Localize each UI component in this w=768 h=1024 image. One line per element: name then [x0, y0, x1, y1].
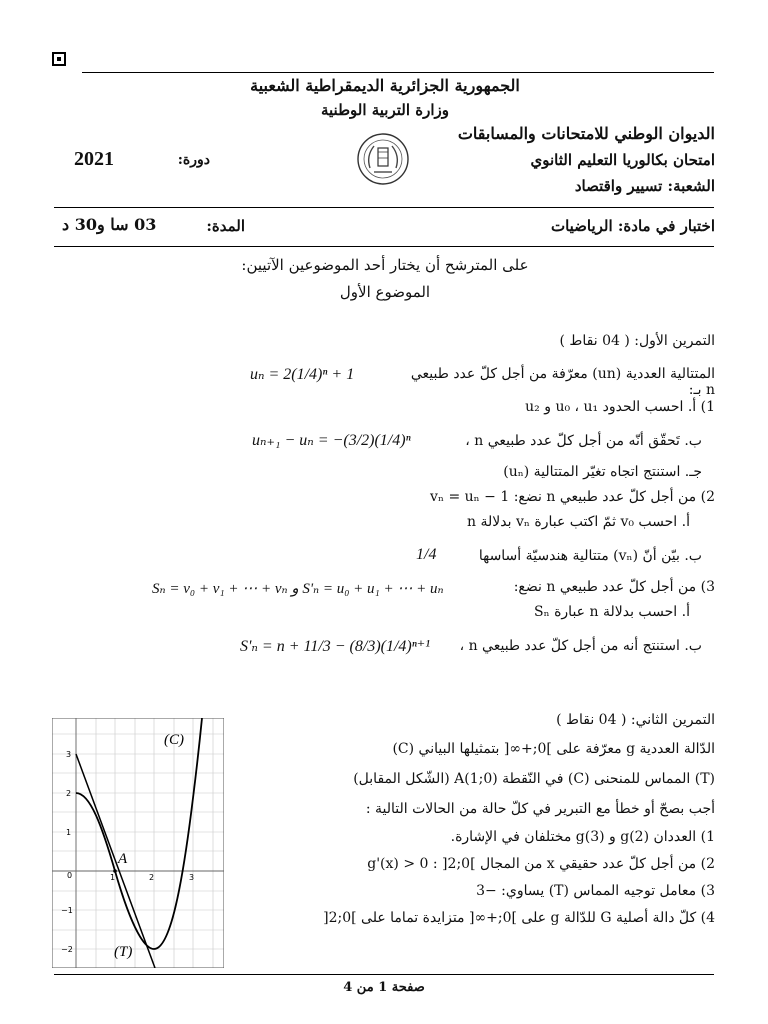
ex1-q1b: ب. تَحقّق أنّه من أجل كلّ عدد طبيعي n ،: [465, 433, 702, 449]
checkbox-icon: [52, 52, 66, 66]
ex1-q2b: ب. بيّن أنّ (vₙ) متتالية هندسيّة أساسها: [478, 548, 702, 564]
ex1-statement: المتتالية العددية (un) معرّفة من أجل كلّ عدد طبيعي n بـ:: [410, 366, 715, 398]
duration-value: 03 سا و30 د: [62, 215, 157, 234]
ex2-line1: الدّالة العددية g معرّفة على ]0;+∞[ بتمثيلها البياني (C): [392, 741, 715, 757]
ex1-q3-math: Sₙ = v₀ + v₁ + ⋯ + vₙ و S'ₙ = u₀ + u₁ + ⋯ + uₙ: [152, 581, 444, 597]
ex1-q1c: جـ. استنتج اتجاه تغيّر المتتالية (uₙ): [503, 464, 702, 480]
ex1-q3b: ب. استنتج أنه من أجل كلّ عدد طبيعي n ،: [459, 638, 702, 654]
y-tick-3: 3: [66, 750, 72, 759]
emblem-icon: [356, 132, 410, 186]
x-tick-3: 3: [189, 873, 195, 882]
header-rule: [54, 207, 714, 208]
point-label: A: [118, 851, 128, 867]
ex2-q3: 3) معامل توجيه المماس (T) يساوي: −3: [476, 883, 715, 899]
exercise2-title: التمرين الثاني: ( 04 نقاط ): [556, 712, 715, 728]
tangent-label: (T): [114, 944, 133, 960]
subject-line: اختبار في مادة: الرياضيات: [550, 217, 715, 235]
office-title: الديوان الوطني للامتحانات والمسابقات: [457, 124, 715, 143]
y-tick-neg1: −1: [61, 906, 73, 915]
curve-c: [76, 718, 202, 949]
instruction: على المترشح أن يختار أحد الموضوعين الآتيين:: [241, 256, 529, 274]
ex2-q2: 2) من أجل كلّ عدد حقيقي x من المجال ]0;2[ : g'(x) > 0: [367, 856, 715, 872]
y-tick-2: 2: [66, 789, 72, 798]
subject-title: الموضوع الأول: [339, 283, 431, 301]
ex1-q3a: أ. احسب بدلالة n عبارة Sₙ: [533, 604, 690, 620]
stream-title: الشعبة: تسيير واقتصاد: [574, 177, 715, 195]
exercise1-title: التمرين الأول: ( 04 نقاط ): [559, 333, 715, 349]
tangent-line: [76, 754, 155, 968]
ex2-q4: 4) كلّ دالة أصلية G للدّالة g على ]0;+∞[ متزايدة تماما على ]0;2[: [323, 910, 715, 926]
footer-rule: [54, 974, 714, 975]
ex1-q2: 2) من أجل كلّ عدد طبيعي n نضع: vₙ = uₙ − 1: [430, 489, 715, 505]
x-tick-0: 0: [67, 871, 73, 880]
ex2-line3: أجب بصحّ أو خطأ مع التبرير في كلّ حالة من الحالات التالية :: [365, 801, 715, 817]
x-tick-1: 1: [110, 873, 116, 882]
page-number: صفحة 1 من 4: [343, 980, 425, 995]
ex1-q3: 3) من أجل كلّ عدد طبيعي n نضع:: [513, 579, 715, 595]
ex1-statement-math: uₙ = 2(1/4)ⁿ + 1: [250, 366, 355, 383]
session-year: 2021: [74, 148, 114, 170]
top-rule: [82, 72, 714, 73]
duration-label: المدة:: [206, 217, 245, 235]
x-tick-2: 2: [149, 873, 155, 882]
ex1-q3b-math: S'ₙ = n + 11/3 − (8/3)(1/4)ⁿ⁺¹: [240, 638, 431, 655]
ex1-q1a: 1) أ. احسب الحدود u₀ ، u₁ و u₂: [525, 399, 715, 415]
subject-rule: [54, 246, 714, 247]
y-tick-1: 1: [66, 828, 72, 837]
ex1-q2a: أ. احسب v₀ ثمّ اكتب عبارة vₙ بدلالة n: [467, 514, 690, 530]
ex2-line2: (T) المماس للمنحنى (C) في النّقطة A(1;0) (الشّكل المقابل): [353, 771, 715, 787]
ex1-q2b-math: 1/4: [416, 546, 437, 563]
y-tick-neg2: −2: [61, 945, 73, 954]
ex2-q1: 1) العددان g(2) و g(3) مختلفان في الإشارة.: [450, 829, 715, 845]
function-graph: [52, 718, 224, 968]
curve-label: (C): [164, 732, 184, 748]
exam-title: امتحان بكالوريا التعليم الثانوي: [530, 151, 715, 169]
session-label: دورة:: [177, 152, 210, 168]
republic-title: الجمهورية الجزائرية الديمقراطية الشعبية: [250, 76, 520, 95]
ministry-title: وزارة التربية الوطنية: [320, 101, 449, 119]
ex1-q1b-math: uₙ₊₁ − uₙ = −(3/2)(1/4)ⁿ: [252, 432, 411, 449]
